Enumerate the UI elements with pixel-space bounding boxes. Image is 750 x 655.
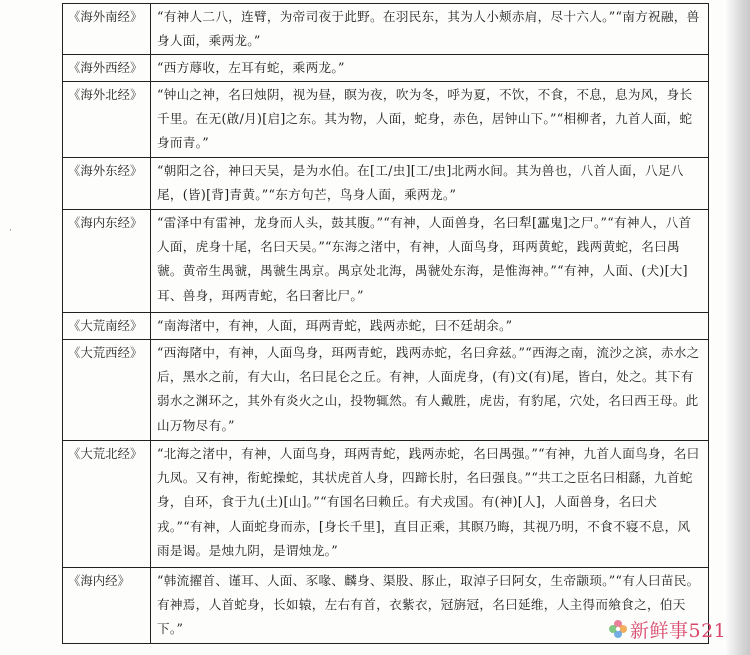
table-row: [63, 158, 709, 210]
quote-cell: “钟山之神，名曰烛阴，视为昼，瞑为夜，吹为冬，呼为夏，不饮，不食，不息，息为风，身长千里。在无(啟/月)[启]之东。其为物，人面，蛇身，赤色，居钟山下。”“相柳者，九首人面，蛇身而青。”: [151, 82, 709, 158]
margin-mark: ·: [9, 226, 12, 236]
book-title-cell: 《大荒北经》: [63, 441, 151, 568]
quote-cell: “雷泽中有雷神，龙身而人头，鼓其腹。”“有神，人面兽身，名曰犁[靁鬼]之尸。”“有神人，八首人面，虎身十尾，名曰天吴。”“东海之渚中，有神，人面鸟身，珥两黄蛇，践两黄蛇，名曰禺虢。黄帝生禺虢，禺虢生禺京。禺京处北海，禺虢处东海，是惟海神。”“有神，人面、(犬)[大]耳、兽身，珥两青蛇，名曰奢比尸。”: [151, 210, 709, 313]
quote-cell: “西方蓐收，左耳有蛇，乘两龙。”: [151, 55, 709, 82]
book-title-cell: 《大荒西经》: [63, 340, 151, 441]
quote-cell: “有神人二八，连臂，为帝司夜于此野。在羽民东，其为人小颊赤肩，尽十六人。”“南方祝融，兽身人面，乘两龙。”: [151, 4, 709, 55]
book-title-cell: 《海外西经》: [63, 55, 151, 82]
book-title-cell: 《海内东经》: [63, 210, 151, 313]
book-title-cell: 《海外东经》: [63, 158, 151, 210]
table-row: [63, 340, 709, 441]
table-row: [63, 55, 709, 82]
flower-logo-icon: [608, 619, 628, 639]
book-title-cell: 《大荒南经》: [63, 313, 151, 340]
page-edge-shadow: [724, 0, 750, 655]
quote-cell: “南海渚中，有神，人面，珥两青蛇，践两赤蛇，曰不廷胡余。”: [151, 313, 709, 340]
book-title-cell: 《海外北经》: [63, 82, 151, 158]
table-row: [63, 4, 709, 55]
table-row: [63, 82, 709, 158]
table-row: [63, 313, 709, 340]
table-row: [63, 210, 709, 313]
book-title-cell: 《海外南经》: [63, 4, 151, 55]
quote-cell: “北海之渚中，有神，人面鸟身，珥两青蛇，践两赤蛇，名曰禺强。”“有神，九首人面鸟身，名曰九凤。又有神，衔蛇操蛇，其状虎首人身，四蹄长肘，名曰强良。”“共工之臣名曰相繇，九首蛇身，自环，食于九(土)[山]。”“有国名曰赖丘。有犬戎国。有(神)[人]，人面兽身，名曰犬戎。”“有神，人面蛇身而赤，[身长千里]，直目正乘，其瞑乃晦，其视乃明，不食不寝不息，风雨是谒。是烛九阴，是谓烛龙。”: [151, 441, 709, 568]
book-title-cell: 《海内经》: [63, 568, 151, 644]
quote-cell: “韩流擢首、谨耳、人面、豕喙、麟身、渠股、豚止，取淖子曰阿女，生帝颛顼。”“有人曰苗民。有神焉，人首蛇身，长如辕，左右有首，衣紫衣，冠旃冠，名曰延维，人主得而飨食之，伯天下。”: [151, 568, 709, 644]
table-row: [63, 441, 709, 568]
shanhaijing-gods-table: [62, 3, 709, 644]
watermark: [608, 607, 748, 651]
quote-cell: “朝阳之谷，神曰天吴，是为水伯。在[工/虫][工/虫]北两水间。其为兽也，八首人面，八足八尾，(皆)[背]青黄。”“东方句芒，鸟身人面，乘两龙。”: [151, 158, 709, 210]
watermark-text: 新鲜事521: [630, 619, 727, 642]
quote-cell: “西海陼中，有神，人面鸟身，珥两青蛇，践两赤蛇，名曰弇兹。”“西海之南，流沙之滨，赤水之后，黑水之前，有大山，名曰昆仑之丘。有神，人面虎身，(有)文(有)尾，皆白，处之。其下有弱水之渊环之，其外有炎火之山，投物辄然。有人戴胜，虎齿，有豹尾，穴处，名曰西王母。此山万物尽有。”: [151, 340, 709, 441]
